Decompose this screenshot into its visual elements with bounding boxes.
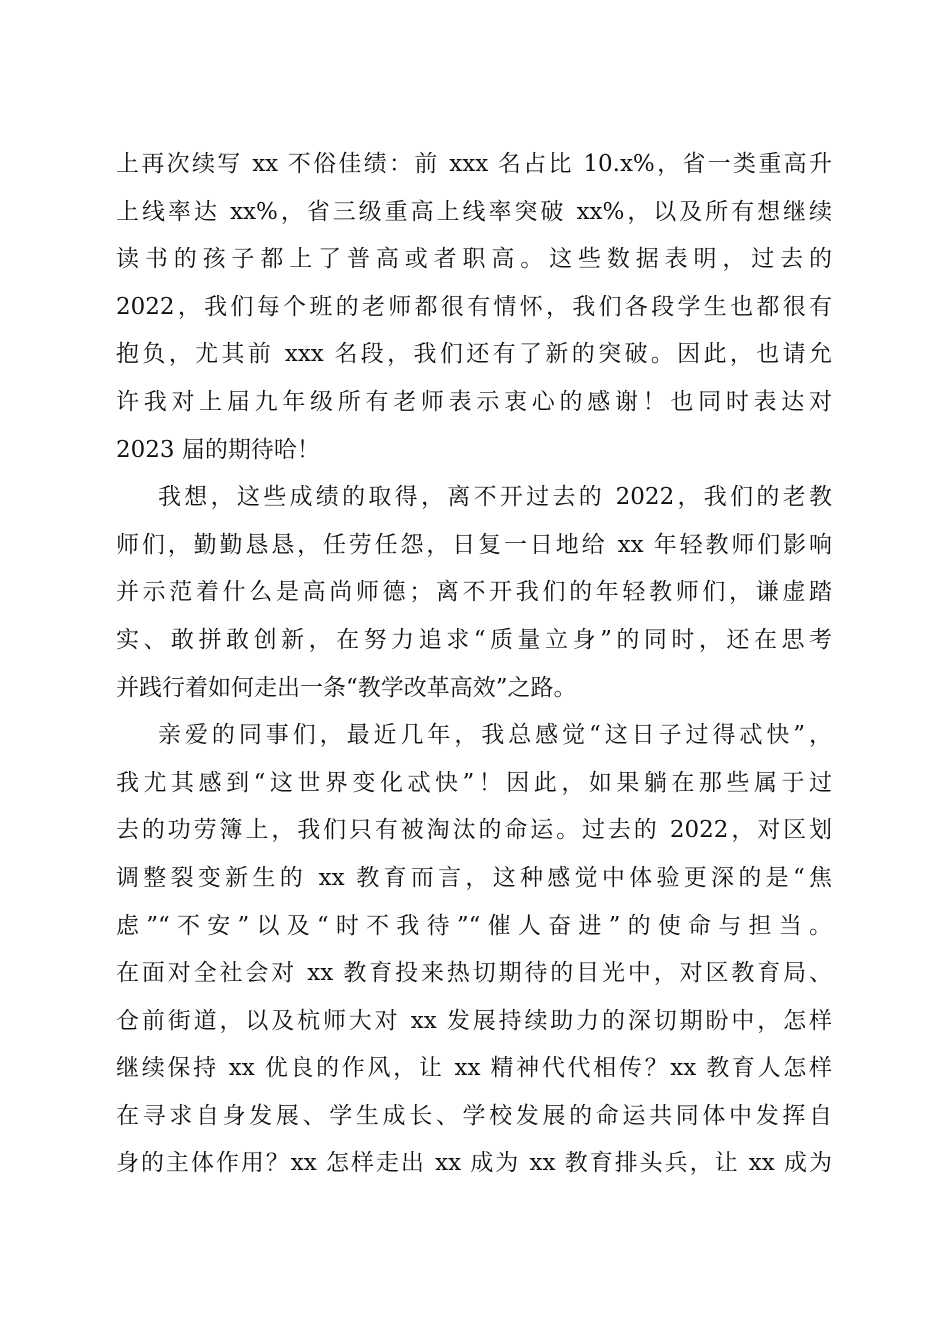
text-line: 实、敢拼敢创新，在努力追求“质量立身”的同时，还在思考	[116, 626, 832, 653]
text-line: 许我对上届九年级所有老师表示衷心的感谢！也同时表达对	[116, 388, 832, 415]
text-line: 亲爱的同事们，最近几年，我总感觉“这日子过得忒快”，	[158, 722, 832, 749]
text-line: 去的功劳簿上，我们只有被淘汰的命运。过去的 2022，对区划	[116, 817, 832, 844]
text-line: 身的主体作用？xx 怎样走出 xx 成为 xx 教育排头兵，让 xx 成为	[116, 1150, 832, 1177]
text-line: 师们，勤勤恳恳，任劳任怨，日复一日地给 xx 年轻教师们影响	[116, 531, 832, 558]
paragraph-2	[116, 474, 832, 712]
text-line: 读书的孩子都上了普高或者职高。这些数据表明，过去的	[116, 246, 832, 273]
text-line: 在面对全社会对 xx 教育投来热切期待的目光中，对区教育局、	[116, 960, 832, 987]
text-line: 调整裂变新生的 xx 教育而言，这种感觉中体验更深的是“焦	[116, 864, 832, 891]
text-line: 虑”“不安”以及“时不我待”“催人奋进”的使命与担当。	[116, 912, 832, 939]
text-line: 仓前街道，以及杭师大对 xx 发展持续助力的深切期盼中，怎样	[116, 1007, 832, 1034]
text-line: 抱负，尤其前 xxx 名段，我们还有了新的突破。因此，也请允	[116, 341, 832, 368]
text-line: 继续保持 xx 优良的作风，让 xx 精神代代相传？xx 教育人怎样	[116, 1055, 832, 1082]
text-line: 我想，这些成绩的取得，离不开过去的 2022，我们的老教	[158, 484, 832, 511]
text-line: 2022，我们每个班的老师都很有情怀，我们各段学生也都很有	[116, 293, 832, 320]
text-line: 上再次续写 xx 不俗佳绩：前 xxx 名占比 10.x%，省一类重高升	[116, 151, 832, 177]
text-line: 我尤其感到“这世界变化忒快”！因此，如果躺在那些属于过	[116, 769, 832, 796]
text-line: 并示范着什么是高尚师德；离不开我们的年轻教师们，谦虚踏	[116, 579, 832, 606]
text-line: 上线率达 xx%，省三级重高上线率突破 xx%，以及所有想继续	[116, 198, 832, 225]
text-line: 并践行着如何走出一条“教学改革高效”之路。	[116, 674, 577, 701]
document-body	[116, 141, 832, 1188]
text-line: 2023 届的期待哈！	[116, 436, 320, 463]
paragraph-3	[116, 712, 832, 1188]
text-line: 在寻求自身发展、学生成长、学校发展的命运共同体中发挥自	[116, 1102, 832, 1129]
paragraph-1	[116, 141, 832, 474]
